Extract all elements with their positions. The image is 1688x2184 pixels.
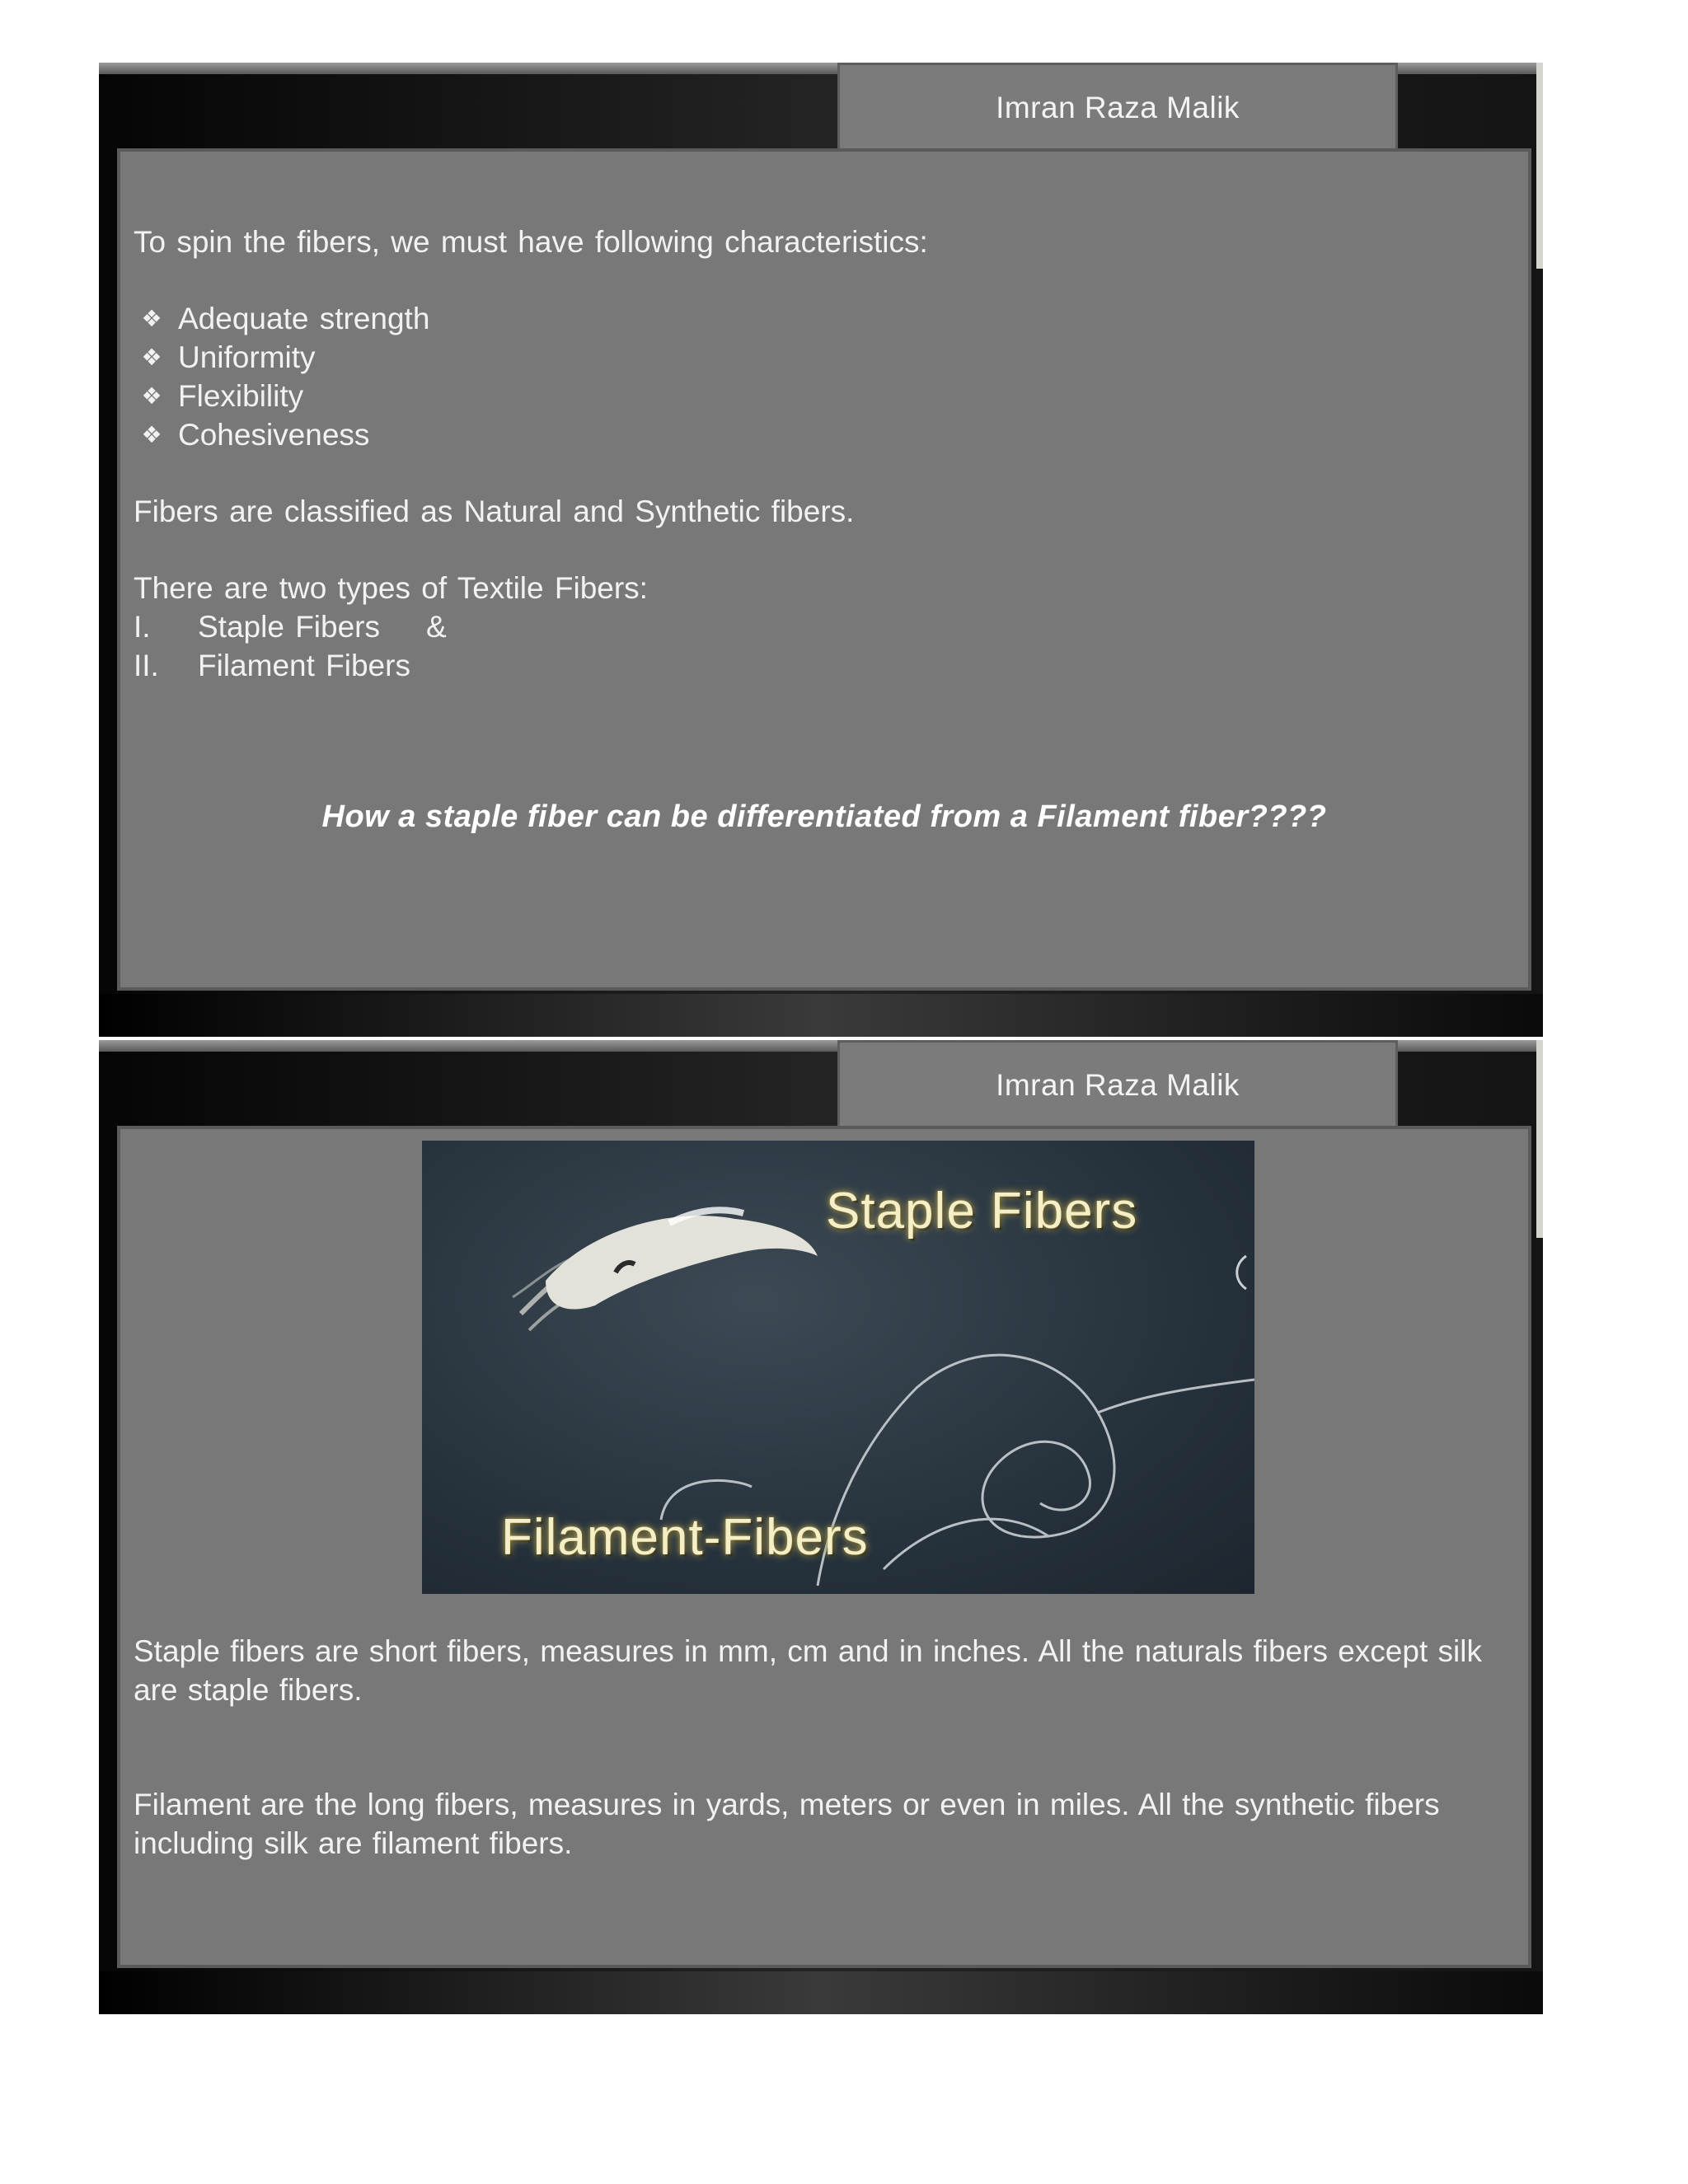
list-item-label: Adequate strength bbox=[178, 302, 430, 335]
filament-description: Filament are the long fibers, measures in yards, meters or even in miles. All the synthetic fibers including silk are filament fibers. bbox=[134, 1788, 1440, 1860]
list-item bbox=[134, 607, 928, 646]
list-item bbox=[134, 338, 928, 377]
list-number: I. bbox=[134, 610, 151, 644]
slide-bottom-bar bbox=[99, 994, 1543, 1037]
question-text: How a staple fiber can be differentiated from a Filament fiber???? bbox=[321, 799, 1327, 834]
filament-fiber-edge bbox=[1237, 1256, 1246, 1289]
slide-bottom-bar bbox=[99, 1971, 1543, 2014]
characteristics-list bbox=[134, 299, 928, 454]
staple-fiber-tuft bbox=[513, 1210, 818, 1330]
author-name: Imran Raza Malik bbox=[996, 90, 1240, 124]
list-number: II. bbox=[134, 649, 159, 682]
diamond-dots-icon: ❖ bbox=[141, 344, 162, 370]
diamond-dots-icon: ❖ bbox=[141, 383, 162, 409]
author-name: Imran Raza Malik bbox=[996, 1067, 1240, 1102]
list-item-label: Flexibility bbox=[178, 379, 304, 413]
list-item bbox=[134, 646, 928, 685]
slide-content bbox=[117, 148, 1531, 991]
list-item bbox=[134, 299, 928, 338]
author-tab bbox=[837, 63, 1398, 150]
intro-text: To spin the fibers, we must have following characteristics: bbox=[134, 225, 928, 259]
staple-description: Staple fibers are short fibers, measures in mm, cm and in inches. All the naturals fibers except silk are staple fibers. bbox=[134, 1634, 1482, 1707]
list-item bbox=[134, 415, 928, 454]
list-item bbox=[134, 377, 928, 415]
slide-side-strip bbox=[1536, 63, 1543, 269]
fibers-photo bbox=[422, 1141, 1254, 1594]
slide-1 bbox=[99, 63, 1543, 1037]
author-tab bbox=[837, 1040, 1398, 1127]
list-item-suffix: & bbox=[426, 610, 447, 644]
list-item-label: Staple Fibers bbox=[198, 610, 380, 644]
filament-fibers-label: Filament-Fibers bbox=[501, 1509, 869, 1566]
staple-fibers-label: Staple Fibers bbox=[826, 1183, 1138, 1240]
slide-text bbox=[134, 223, 928, 685]
slide-content bbox=[117, 1126, 1531, 1968]
fiber-types-list bbox=[134, 607, 928, 685]
diamond-dots-icon: ❖ bbox=[141, 306, 162, 331]
list-item-label: Cohesiveness bbox=[178, 418, 370, 452]
list-item-label: Filament Fibers bbox=[198, 649, 410, 682]
list-item-label: Uniformity bbox=[178, 340, 316, 374]
types-intro-text: There are two types of Textile Fibers: bbox=[134, 571, 648, 605]
slide-side-strip bbox=[1536, 1040, 1543, 1238]
classification-text: Fibers are classified as Natural and Synthetic fibers. bbox=[134, 494, 855, 528]
slide-2 bbox=[99, 1040, 1543, 2014]
diamond-dots-icon: ❖ bbox=[141, 422, 162, 448]
